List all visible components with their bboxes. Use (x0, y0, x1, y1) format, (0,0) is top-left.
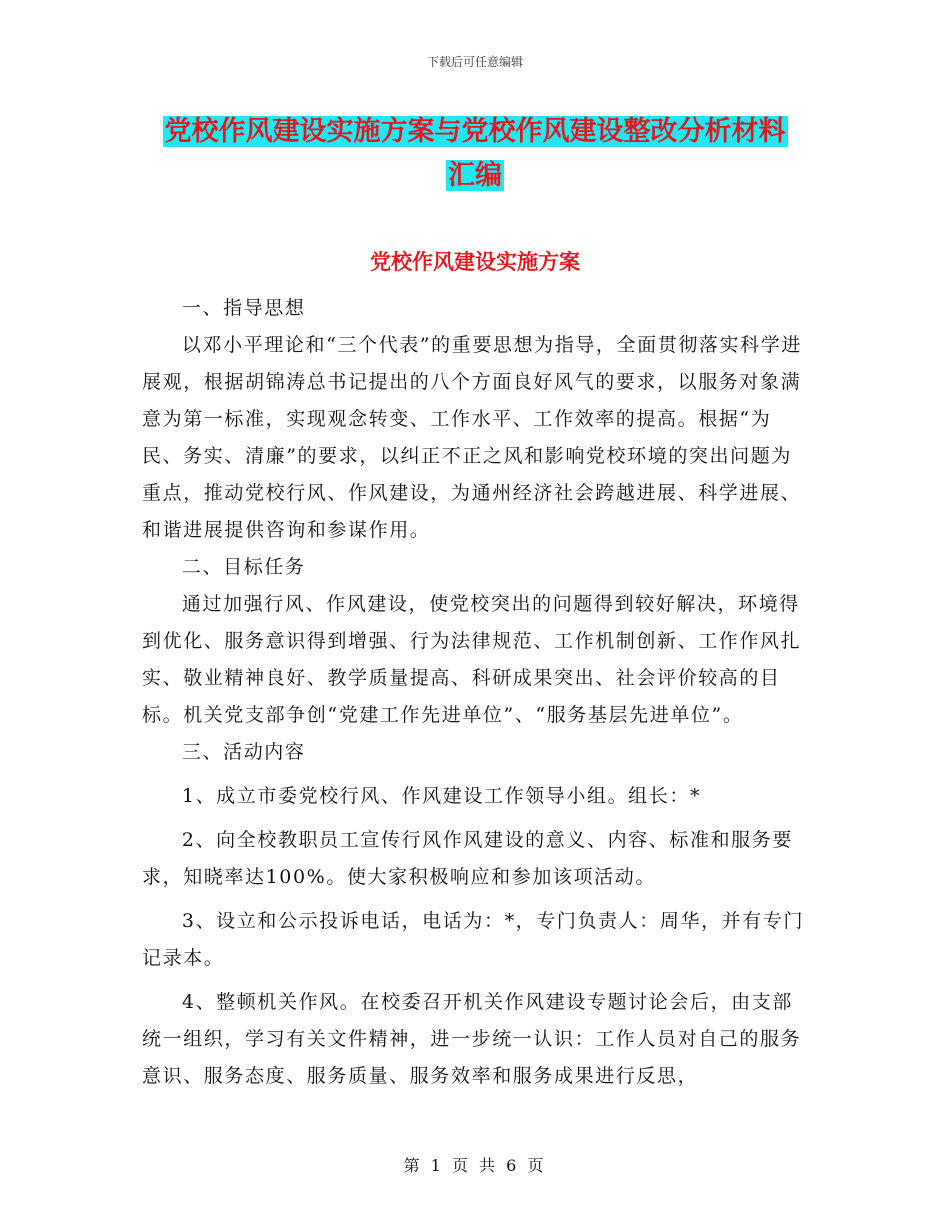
list-item-2: 2、向全校教职员工宣传行风作风建设的意义、内容、标准和服务要求，知晓率达100%。使大家积极响应和参加该项活动。 (142, 829, 793, 888)
section-title: 党校作风建设实施方案 (370, 250, 580, 274)
page-number-footer: 第 1 页 共 6 页 (403, 1156, 547, 1175)
heading-goals-tasks: 二、目标任务 (181, 556, 306, 578)
list-item-3: 3、设立和公示投诉电话，电话为：*，专门负责人：周华，并有专门记录本。 (142, 910, 805, 969)
header-note: 下载后可任意编辑 (426, 55, 523, 69)
heading-guiding-ideology: 一、指导思想 (181, 297, 306, 319)
document-title-line-1 (0, 109, 950, 155)
paragraph-guiding-ideology: 以邓小平理论和“三个代表”的重要思想为指导，全面贯彻落实科学进展观，根据胡锦涛总书记提出的八个方面良好风气的要求，以服务对象满意为第一标准，实现观念转变、工作水平、工作效率的提高。根据“为民、务实、清廉”的要求，以纠正不正之风和影响党校环境的突出问题为重点，推动党校行风、作风建设，为通州经济社会跨越进展、科学进展、和谐进展提供咨询和参谋作用。 (142, 334, 802, 541)
document-body (142, 290, 810, 1095)
list-item-4: 4、整顿机关作风。在校委召开机关作风建设专题讨论会后，由支部统一组织，学习有关文件精神，进一步统一认识：工作人员对自己的服务意识、服务态度、服务质量、服务效率和服务成果进行反思， (142, 991, 802, 1087)
paragraph-goals-tasks: 通过加强行风、作风建设，使党校突出的问题得到较好解决，环境得到优化、服务意识得到增强、行为法律规范、工作机制创新、工作作风扎实、敬业精神良好、教学质量提高、科研成果突出、社会评价较高的目标。机关党支部争创“党建工作先进单位”、“服务基层先进单位”。 (142, 593, 802, 726)
list-item-1: 1、成立市委党校行风、作风建设工作领导小组。组长：* (181, 785, 702, 807)
title-highlight: 党校作风建设实施方案与党校作风建设整改分析材料 (164, 116, 786, 147)
title-highlight: 汇编 (448, 160, 502, 191)
document-title-line-2 (0, 153, 950, 199)
heading-activity-content: 三、活动内容 (181, 741, 306, 763)
